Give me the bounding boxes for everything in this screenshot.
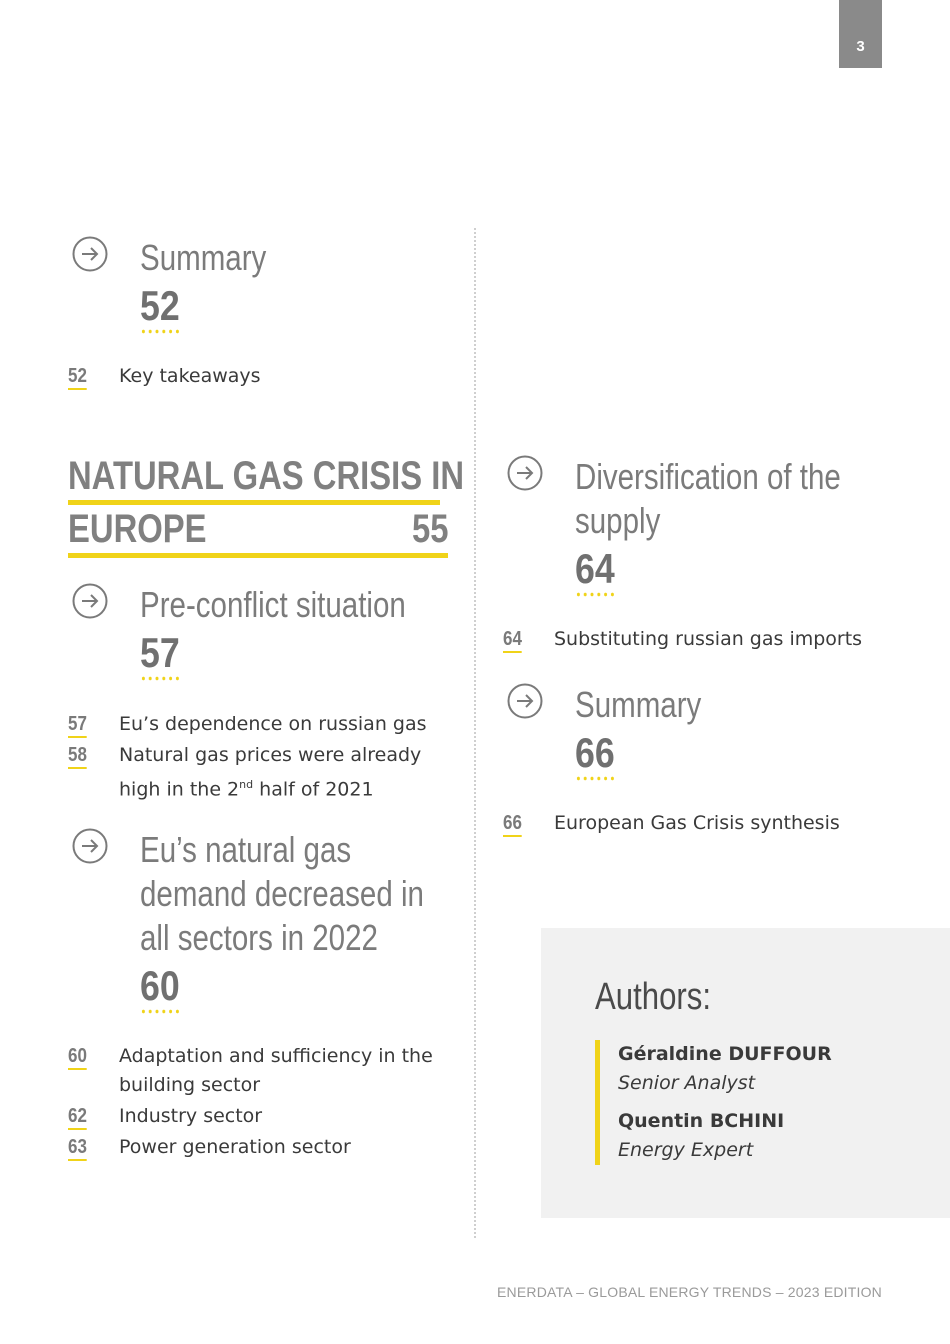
toc-item[interactable] xyxy=(68,1133,448,1162)
section-title-line: all sectors in 2022 xyxy=(140,917,378,958)
toc-section-summary-1[interactable] xyxy=(72,236,294,334)
toc-item[interactable] xyxy=(68,710,448,739)
column-divider xyxy=(474,228,476,1238)
authors-title: Authors: xyxy=(595,976,712,1018)
section-title-line: Eu’s natural gas xyxy=(140,829,352,870)
page-number-tab xyxy=(839,0,882,68)
toc-item-text: Key takeaways xyxy=(119,365,261,387)
toc-item-page: 57 xyxy=(68,713,87,738)
chapter-page-number: 55 xyxy=(411,507,448,551)
toc-item-page: 58 xyxy=(68,744,87,769)
section-title-line: Diversification of the xyxy=(575,456,841,497)
toc-section-summary-2[interactable] xyxy=(507,683,729,781)
page-footer: ENERDATA – GLOBAL ENERGY TRENDS – 2023 EDITION xyxy=(497,1284,882,1300)
section-page-number: 66 xyxy=(575,731,615,781)
chapter-heading[interactable] xyxy=(68,452,465,558)
arrow-circle-icon xyxy=(72,583,108,619)
section-title: Pre-conflict situation xyxy=(140,584,406,625)
toc-item-page: 62 xyxy=(68,1105,87,1130)
toc-item[interactable] xyxy=(503,625,883,654)
toc-item-text: Substituting russian gas imports xyxy=(554,628,863,650)
toc-section-demand[interactable] xyxy=(72,828,486,1014)
author-name: Géraldine DUFFOUR xyxy=(618,1043,832,1065)
arrow-circle-icon xyxy=(72,236,108,272)
section-title-line: demand decreased in xyxy=(140,873,424,914)
toc-section-diversification[interactable] xyxy=(507,455,899,597)
section-page-number: 64 xyxy=(575,547,615,597)
toc-item[interactable] xyxy=(68,741,448,804)
toc-item-page: 52 xyxy=(68,365,87,390)
author-role: Senior Analyst xyxy=(618,1072,756,1094)
section-title-line: supply xyxy=(575,500,661,541)
author-role: Energy Expert xyxy=(618,1139,754,1161)
toc-item[interactable] xyxy=(68,1042,448,1100)
toc-item-text: Adaptation and sufficiency in the building sector xyxy=(119,1045,433,1096)
authors-list xyxy=(595,1040,832,1165)
chapter-title-line-1: NATURAL GAS CRISIS IN xyxy=(68,454,465,498)
arrow-circle-icon xyxy=(507,683,543,719)
page-number: 3 xyxy=(856,38,865,55)
section-page-number: 60 xyxy=(140,964,180,1014)
authors-box xyxy=(541,928,950,1218)
section-page-number: 52 xyxy=(140,284,180,334)
toc-item-page: 63 xyxy=(68,1136,87,1161)
toc-item-text: European Gas Crisis synthesis xyxy=(554,812,840,834)
section-title: Summary xyxy=(140,237,267,278)
section-title: Summary xyxy=(575,684,702,725)
toc-item-text: Power generation sector xyxy=(119,1136,351,1158)
arrow-circle-icon xyxy=(507,455,543,491)
toc-item-text: Eu’s dependence on russian gas xyxy=(119,713,427,735)
toc-item-page: 66 xyxy=(503,812,522,837)
toc-item[interactable] xyxy=(68,362,448,391)
author-name: Quentin BCHINI xyxy=(618,1110,785,1132)
toc-item[interactable] xyxy=(503,809,883,838)
section-page-number: 57 xyxy=(140,631,180,681)
toc-section-pre-conflict[interactable] xyxy=(72,583,464,681)
toc-item-text: Natural gas prices were already high in the 2nd half of 2021 xyxy=(119,744,422,801)
chapter-title-line-2: EUROPE xyxy=(68,507,207,551)
toc-item-page: 60 xyxy=(68,1045,87,1070)
arrow-circle-icon xyxy=(72,828,108,864)
toc-item-page: 64 xyxy=(503,628,522,653)
toc-item-text: Industry sector xyxy=(119,1105,263,1127)
toc-item[interactable] xyxy=(68,1102,448,1131)
